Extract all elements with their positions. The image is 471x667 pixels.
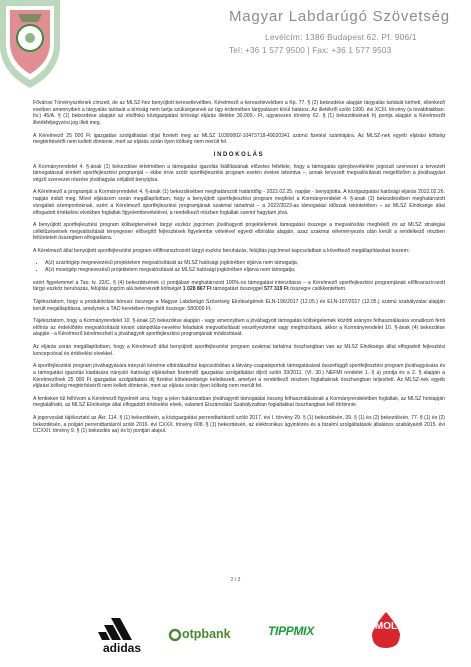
amount-original: 1 028 867 Ft <box>182 286 212 293</box>
tippmix-wordmark: TIPPMIX <box>268 624 314 638</box>
paragraph: A fentieken túl felhívom a Kérelmező figyelmét arra, hogy a jelen határozatban jóváhagyott támogatási összeg felhasználásának a Kormányrendeletben foglaltak, az MLSZ honlapján megtalálható, az MLSZ Elnöksége által elfogadott értékelési elvek, valamint Elszámolási Szabályzatban foglaltakkal összhangban kell történnie. <box>33 395 445 409</box>
paragraph: Tájékoztatom, hogy a Kormányrendelet 10. §-ának (2) bekezdése alapján - vagy amennyiben a jóváhagyott támogatás költségelemek közötti arányos felhasználására vonatkozó fenti előírás az érdeklődés megvalósítását kivant utánpótlás-nevelési feladatok megvalósítását veszélyeztetné vagy meghiúsítaná, akkor a Kormányrendelet 10. §-ának (4) bekezdése alapján - a Kérelmező kérelmezheti a jóváhagyott sportfejlesztési programjának módosítását. <box>33 318 445 338</box>
text-segment: támogatást összeggel <box>211 286 265 293</box>
paragraph: A jogorvoslati tájékoztató az Ákr. 114. § (1) bekezdésén, a közigazgatási perrendtartásról szóló 2017. évi I. törvény 29. § (1) bekezdésén, 39. § (1) és (2) bekezdésén, 77. § (1) és (2) bekezdésén, a polgári perrendtartásról szóló 2016. évi CXXX. törvény 608. § (1) bekezdésén, az elektronikus ügyintézés és a bizalmi szolgáltatások általános szabályairól 2015. évi CCXXII. törvény 9. § (1) bekezdés aa) és b) pontján alapul. <box>33 414 445 435</box>
adidas-wordmark: adidas <box>102 641 141 655</box>
paragraph: A Kérelmező a programját a Kormányrendelet 4. §-ának (1) bekezdésében meghatározott határidőig - 2022.02.25. napján - benyújtotta. A közigazgatási hatósági eljárás 2022.02.26. napján indult meg. Mivel eljárásom során megállapítottam, hogy a benyújtott sportfejlesztési program megfelel a Kormányrendelet 4. §-ának (3) bekezdésében meghatározott vizsgálati szempontoknak, ezért a Kérelmező sportfejlesztési programjának szakmai tartalmát – a 2022/2023-as támogatási időszak tekintetében – az MLSZ Elnöksége által elfogadott értékelési elvekben foglaltak figyelembevételével, a rendelkező részben foglaltak szerint hagytam jóvá. <box>33 189 445 216</box>
organization-address: Levélcím: 1386 Budapest 62. Pf. 906/1 <box>265 32 417 42</box>
paragraph: A Kormányrendelet 4. §-ának (1) bekezdése értelmében a támogatási igazolás kiállításának előzetes feltétele, hogy a támogatás igénybevételére jogosult szervezet a tervezett támogatással érintett sportfejlesztési programját – ebbe érve szóló sportfejlesztési program esetén évekre lebontva –, annak tervezett megvalósítását megelőzően a jóváhagyást végző szervezet részére jóváhagyás céljából benyújtsa. <box>33 163 445 183</box>
document-body <box>33 100 445 441</box>
bullet-list <box>45 260 445 273</box>
paragraph: Fővárosi Törvényszéknek címzett, de az MLSZ-hez benyújtott keresetlevélben. Kérelmező a keresetlevelében a Kp. 77. § (2) bekezdése alapján tárgyalás tartását kérheti, ellenkező esetben amennyiben a tárgyalás tartását a bíróság nem tartja szükségesnek az ügy érdemében tárgyaláson kívül határoz. Az illetékről szóló 1990. évi XCIII. törvény (a továbbiakban: Itv.) 45/A. § (1) bekezdése alapján az elsőfokú közigazgatási bírósági eljárás illetéke 30.000,- Ft, ugyanezen törvény 62. § (1) bekezdésének h) pontja alapján a Kérelmezőt illetékfeljegyzési jog illeti meg. <box>33 100 445 127</box>
amount-reduced: 577 319 Ft <box>264 286 289 293</box>
adidas-stripes-icon <box>94 612 150 642</box>
mlsz-crest-icon <box>0 0 82 92</box>
adidas-logo <box>94 612 150 656</box>
otp-ring-icon <box>168 628 182 642</box>
mol-logo <box>368 610 404 650</box>
text-segment: ezért figyelemmel a Tao. tv. 22/C. § (4) bekezdésének c) pontjában meghatározott 100%-os támogatási intenzitásra – a Kérelmező sportfejlesztési programjának előfinanszírozott tárgyi eszköz beruházás, felújítás jogcím alá betervezett költségét <box>33 279 445 293</box>
organization-phone-fax: Tel: +36 1 577 9500 | Fax: +36 1 577 9503 <box>229 46 392 55</box>
paragraph: A benyújtott sportfejlesztési program költségtervének tárgyi eszköz jogcímen jóváhagyott projektelemek támogatási összege a megvalósítás megfelelő és az MLSZ stratégiai célkitűzéseinek megvalósítását tényegesen elősegítő fejlesztések figyelembe vételével egyedi elbírálás alapján, azaz szakmai véleményezés után került a rendelkező részben feltüntetett összegben elfogadásra. <box>33 222 445 242</box>
paragraph: A Kérelmező által benyújtott sportfejlesztési program előfinanszírozott tárgyi eszköz beruházás, felújítás jogcímnel kapcsolatban a következő megállapításokat teszem: <box>33 247 410 254</box>
otpbank-wordmark: otpbank <box>182 627 231 641</box>
letterhead <box>0 0 471 92</box>
text-segment: összegre csökkentettem. <box>288 286 347 293</box>
paragraph <box>33 280 445 293</box>
paragraph: A Kérelmező 25 000 Ft igazgatási szolgáltatási díjat fizetett meg az MLSZ 10300002-10473718-49020341 számú fizetési számlájára. Az MLSZ-nek egyéb eljárási költség megtérítéséről nem kellett döntenie, mert az eljárás során ilyen költség nem merült fel. <box>33 132 445 146</box>
page-number: 2 / 3 <box>230 577 241 583</box>
mol-wordmark: MOL <box>374 621 398 632</box>
organization-name: Magyar Labdarúgó Szövetség <box>229 8 450 25</box>
list-item: • A(z) mosógép megnevezésű projektelem megvalósítását az MLSZ hatósági jogkörében eljárva nem támogatja; <box>45 267 445 274</box>
paragraph: A sportfejlesztési program jóváhagyására irányuló kérelme elbírálásához kapcsolódóan a látvány-csapatsportok támogatásával összefüggő sportfejlesztési program jóváhagyására és a támogatási igazolás kiadására irányuló hatósági eljárásban fizetendő igazgatási szolgáltatási díjról szóló 39/2011. (VI. 30.) NEFMI rendelet 1. § a) pontja és a 2. § alapján a Kérelmezőnek 25 000 Ft igazgatási szolgáltatási díj fizetési kötelezettsége keletkezett, amelyet a rendelkező részben foglaltaknak összhangban teljesített. Az MLSZ-nek egyéb eljárási költség megtérítéséről nem kellett döntenie, mert az eljárás során ilyen költség nem merült fel. <box>33 363 445 390</box>
otpbank-logo <box>168 624 246 644</box>
paragraph: Az eljárás során megállapítottam, hogy a Kérelmező által benyújtott sportfejlesztési program szakmai tartalma összhangban van az MLSZ Elnöksége által elfogadott fejlesztési koncepcióval és értékelési elvekkel. <box>33 343 445 357</box>
tippmix-logo <box>265 621 332 643</box>
list-item: • A(z) szárítógép megnevezésű projektelem megvalósítását az MLSZ hatósági jogkörében eljárva nem támogatja; <box>45 260 445 267</box>
paragraph: Tájékoztatom, hogy a produktivitási bónusz összege a Magyar Labdarúgó Szövetség Elnökségének ELN-196/2017 (12.05.) és ELN-197/2017 (12.05.) számú szabályzatai alapján került megállapításra, amelynek a TAO keretében megítélt összege: 580000 Ft. <box>33 298 445 312</box>
section-heading: INDOKOLÁS <box>213 151 265 158</box>
